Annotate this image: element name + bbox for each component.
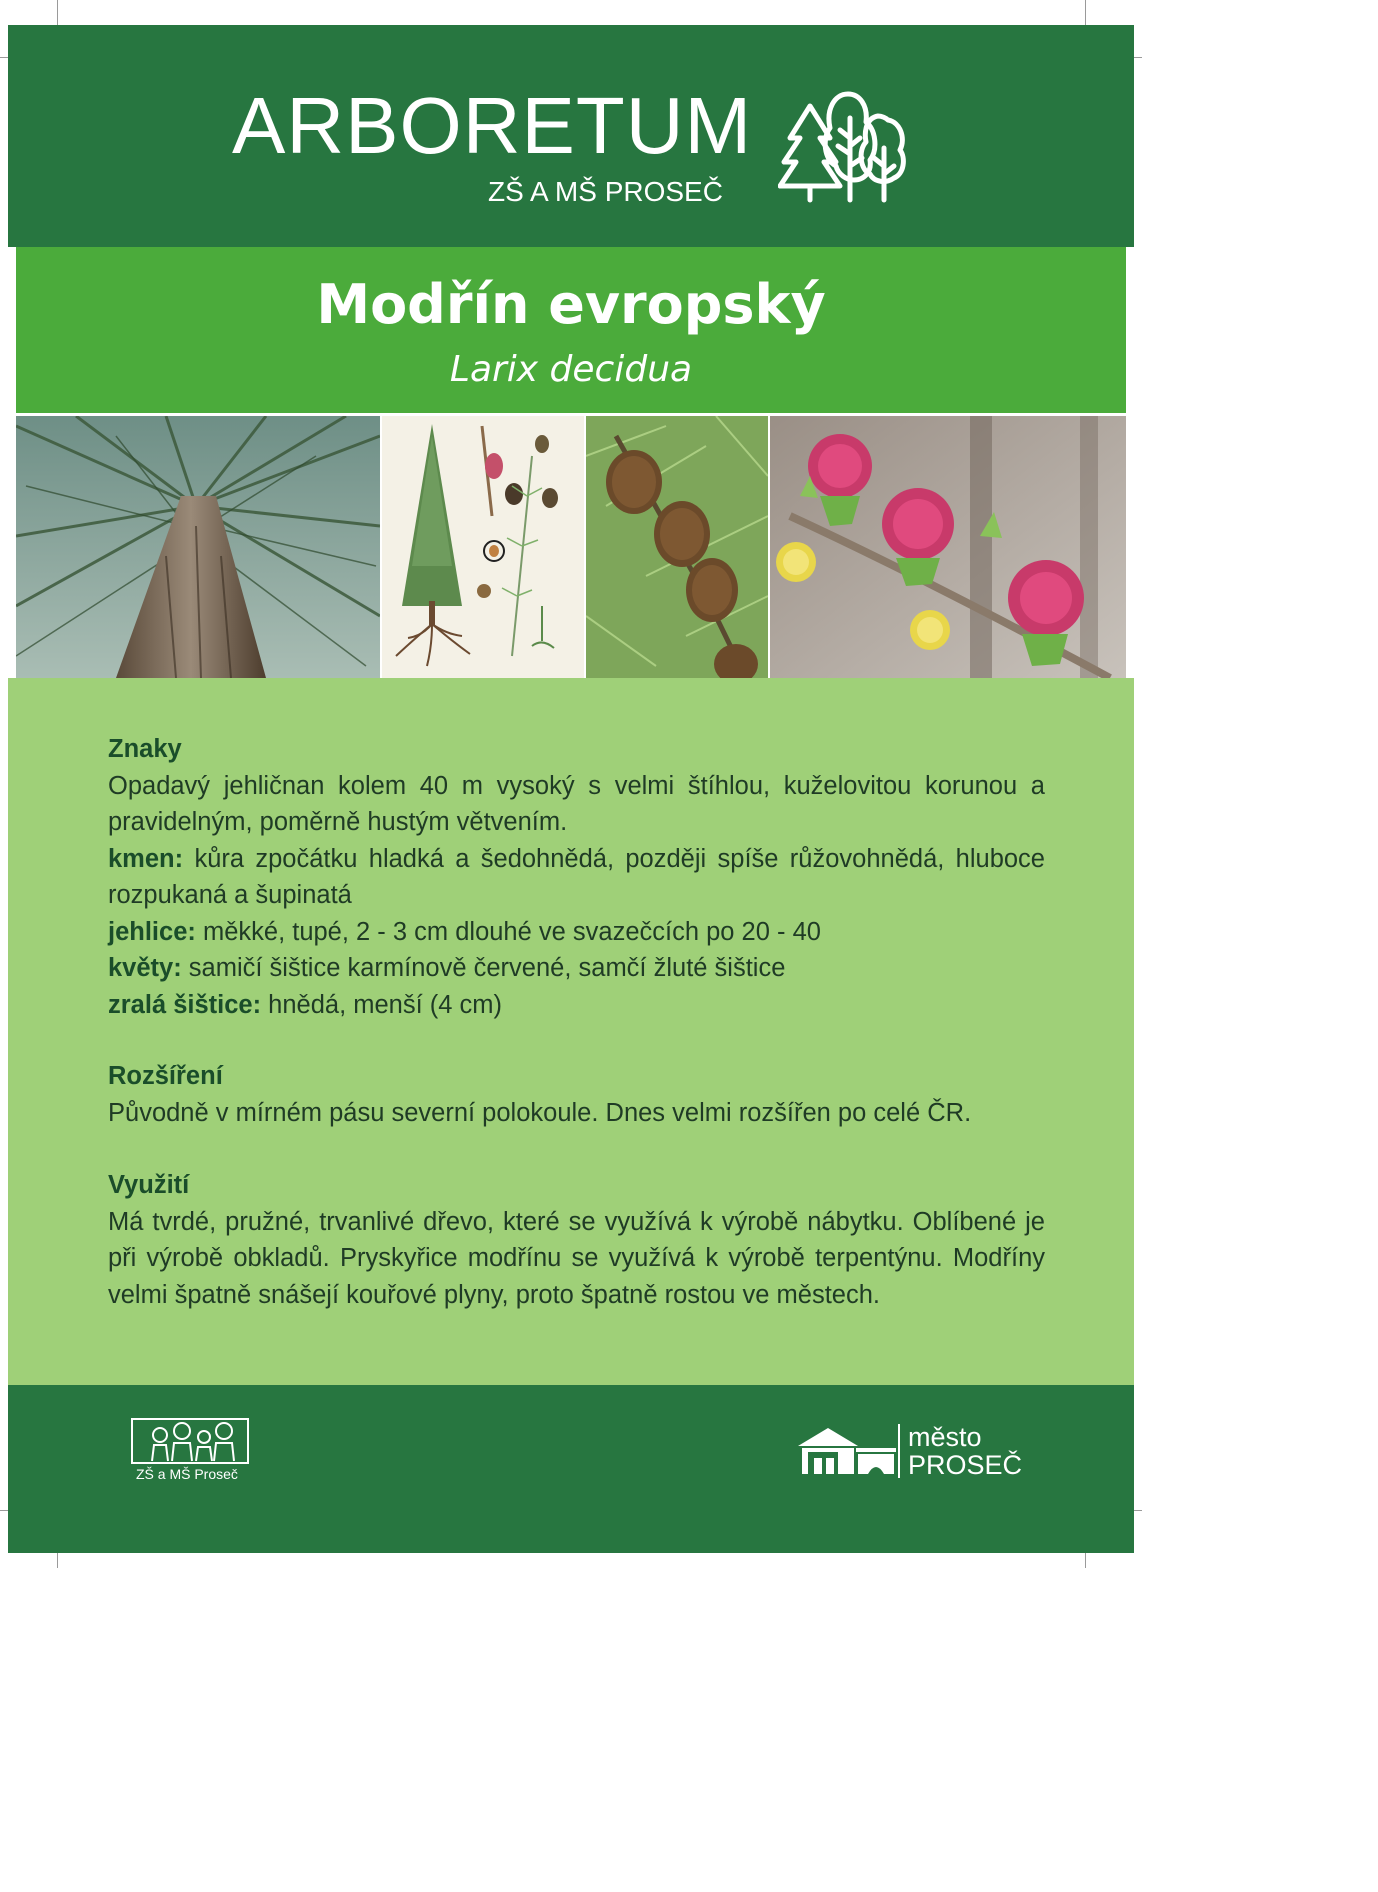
znaky-item-sistice [108,987,1045,1024]
species-common-name: Modřín evropský [316,273,826,336]
arboretum-subtitle: ZŠ A MŠ PROSEČ [488,176,723,207]
school-logo-icon [130,1417,250,1465]
item-text: hnědá, menší (4 cm) [261,990,503,1019]
arboretum-title: ARBORETUM [232,81,753,170]
item-label: zralá šištice: [108,990,262,1019]
section-vyuziti [108,1167,1045,1313]
item-label: kmen: [108,844,184,873]
section-znaky [108,731,1045,1023]
item-text: měkké, tupé, 2 - 3 cm dlouhé ve svazečcích po 20 - 40 [195,917,821,946]
znaky-item-kmen [108,841,1045,914]
znaky-intro: Opadavý jehličnan kolem 40 m vysoký s velmi štíhlou, kuželovitou korunou a pravidelným, poměrně hustým větvením. [108,771,1045,836]
town-house-icon [798,1424,900,1478]
rozsireni-text: Původně v mírném pásu severní polokoule. Dnes velmi rozšířen po celé ČR. [108,1098,972,1127]
section-heading: Znaky [108,735,182,763]
trees-icon [778,88,908,206]
larch-flowers-photo [770,416,1126,678]
item-text: kůra zpočátku hladká a šedohnědá, později spíše růžovohnědá, hluboce rozpukaná a šupinatá [108,844,1045,909]
section-heading: Využití [108,1171,190,1199]
section-rozsireni [108,1058,1045,1131]
school-caption: ZŠ a MŠ Proseč [136,1466,238,1482]
item-text: samičí šištice karmínově červené, samčí žluté šištice [181,954,786,982]
vyuziti-text: Má tvrdé, pružné, trvanlivé dřevo, které se využívá k výrobě nábytku. Oblíbené je při výrobě obkladů. Pryskyřice modřínu se využívá k výrobě terpentýnu. Modříny velmi špatně snášejí kouřové plyny, proto špatně rostou ve městech. [108,1207,1045,1309]
znaky-item-kvety [108,950,1045,987]
larch-cones-photo [586,416,768,678]
town-word: město [908,1422,982,1452]
larch-botanical-illustration [382,416,584,678]
photo-strip [16,416,1126,678]
town-name: PROSEČ [908,1450,1023,1480]
znaky-item-jehlice [108,914,1045,951]
species-latin-name: Larix decidua [449,349,693,390]
item-label: jehlice: [108,917,196,946]
larch-trunk-photo [16,416,380,678]
item-label: květy: [108,954,182,982]
section-heading: Rozšíření [108,1062,223,1090]
